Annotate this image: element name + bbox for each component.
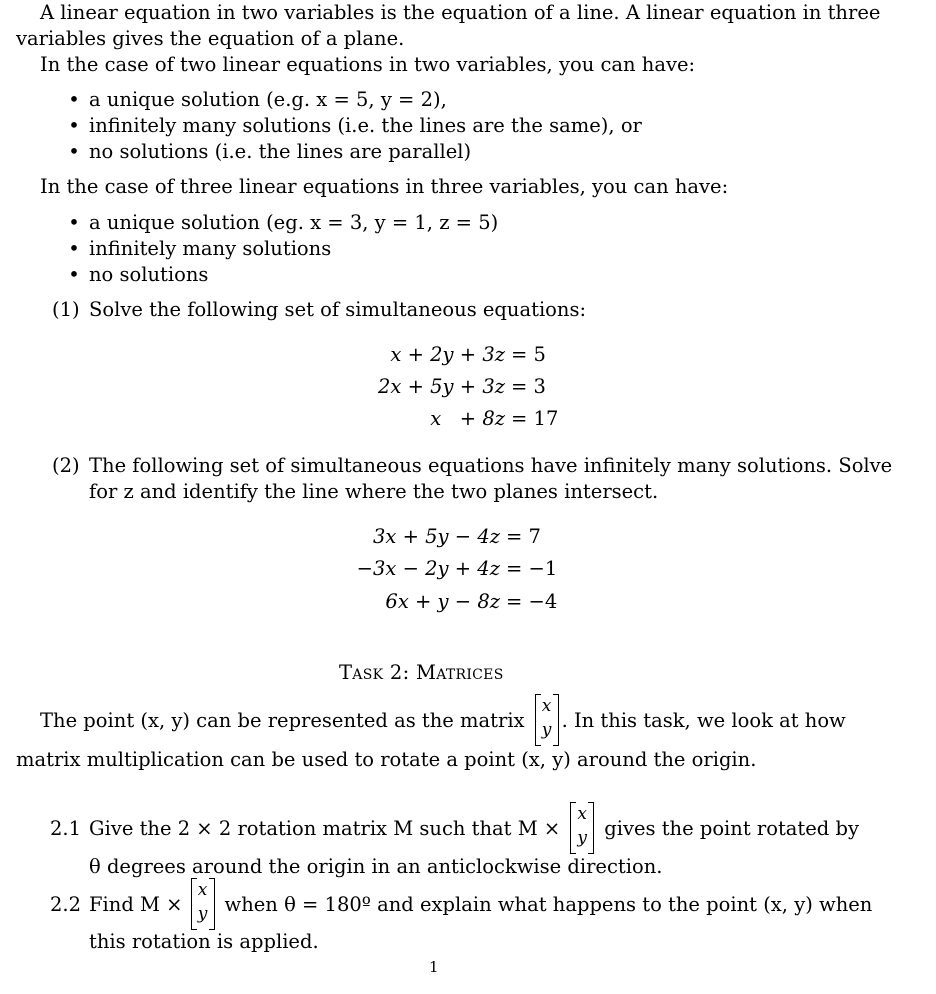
equation-row: −3x − 2y + 4z = −1 (356, 557, 558, 580)
question-2-text-line1: The following set of simultaneous equations have infinitely many solutions. Solve (89, 454, 893, 477)
equation-row: x + 2y + 3z = 5 (390, 343, 546, 366)
three-variable-intro: In the case of three linear equations in three variables, you can have: (40, 175, 729, 198)
two-variable-intro: In the case of two linear equations in two variables, you can have: (40, 53, 696, 76)
question-2-text-line2: for z and identify the line where the two planes intersect. (89, 480, 659, 503)
bullet-icon: • (68, 114, 80, 137)
bullet-icon: • (68, 263, 80, 286)
bullet-icon: • (68, 237, 80, 260)
equation-row: x + 8z = 17 (430, 407, 559, 430)
intro-paragraph-line2: variables gives the equation of a plane. (16, 27, 405, 50)
question-2-1-number: 2.1 (50, 817, 82, 840)
question-2-2-number: 2.2 (50, 893, 82, 916)
question-2-1-text-line1: Give the 2 × 2 rotation matrix M such that M × x y gives the point rotated by (89, 800, 859, 856)
question-2-number: (2) (52, 454, 80, 477)
question-2-1-text-line2: θ degrees around the origin in an anticlockwise direction. (89, 855, 663, 878)
section-heading: Task 2: Matrices (339, 661, 504, 684)
bullet-icon: • (68, 140, 80, 163)
bullet-icon: • (68, 88, 80, 111)
equation-row: 2x + 5y + 3z = 3 (378, 375, 546, 398)
question-2-2-text-line2: this rotation is applied. (89, 930, 319, 953)
column-vector: x y (535, 694, 559, 746)
question-1-text: Solve the following set of simultaneous equations: (89, 298, 587, 321)
intro-paragraph-line1: A linear equation in two variables is the equation of a line. A linear equation in three (40, 1, 881, 24)
task2-paragraph-line1: The point (x, y) can be represented as the matrix x y . In this task, we look at how (40, 692, 846, 748)
bullet-icon: • (68, 211, 80, 234)
column-vector: x y (191, 878, 215, 930)
column-vector: x y (570, 802, 594, 854)
equation-row: 3x + 5y − 4z = 7 (373, 525, 541, 548)
question-2-2-text-line1: Find M × x y when θ = 180º and explain what happens to the point (x, y) when (89, 876, 872, 932)
page-number: 1 (429, 958, 439, 976)
equation-row: 6x + y − 8z = −4 (385, 590, 558, 613)
task2-paragraph-line2: matrix multiplication can be used to rotate a point (x, y) around the origin. (16, 748, 757, 771)
question-1-number: (1) (52, 298, 80, 321)
